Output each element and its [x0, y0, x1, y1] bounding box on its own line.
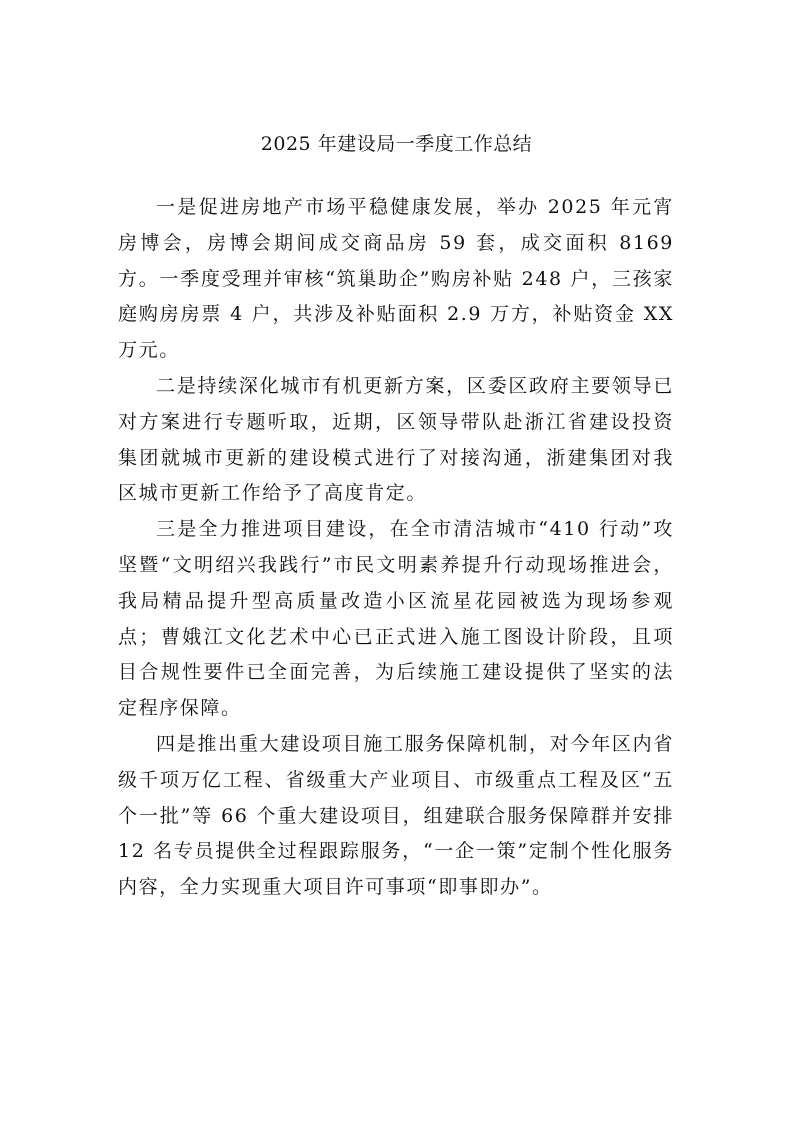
document-body: [118, 190, 674, 906]
paragraph-4: 四是推出重大建设项目施工服务保障机制，对今年区内省级千项万亿工程、省级重大产业项目、市级重点工程及区“五个一批”等 66 个重大建设项目，组建联合服务保障群并安排 12 名专员提供全过程跟踪服务，“一企一策”定制个性化服务内容，全力实现重大项目许可事项“即事即办”。: [118, 732, 674, 899]
paragraph-3: 三是全力推进项目建设，在全市清洁城市“410 行动”攻坚暨“文明绍兴我践行”市民文明素养提升行动现场推进会，我局精品提升型高质量改造小区流星花园被选为现场参观点；曹娥江文化艺术中心已正式进入施工图设计阶段，且项目合规性要件已全面完善，为后续施工建设提供了坚实的法定程序保障。: [118, 518, 674, 720]
paragraph-1: 一是促进房地产市场平稳健康发展，举办 2025 年元宵房博会，房博会期间成交商品房 59 套，成交面积 8169 方。一季度受理并审核“筑巢助企”购房补贴 248 户，三孩家庭购房房票 4 户，共涉及补贴面积 2.9 万方，补贴资金 XX 万元。: [118, 196, 674, 362]
document-title: 2025 年建设局一季度工作总结: [260, 133, 533, 155]
paragraph-2: 二是持续深化城市有机更新方案，区委区政府主要领导已对方案进行专题听取，近期，区领导带队赴浙江省建设投资集团就城市更新的建设模式进行了对接沟通，浙建集团对我区城市更新工作给予了高度肯定。: [118, 374, 674, 505]
